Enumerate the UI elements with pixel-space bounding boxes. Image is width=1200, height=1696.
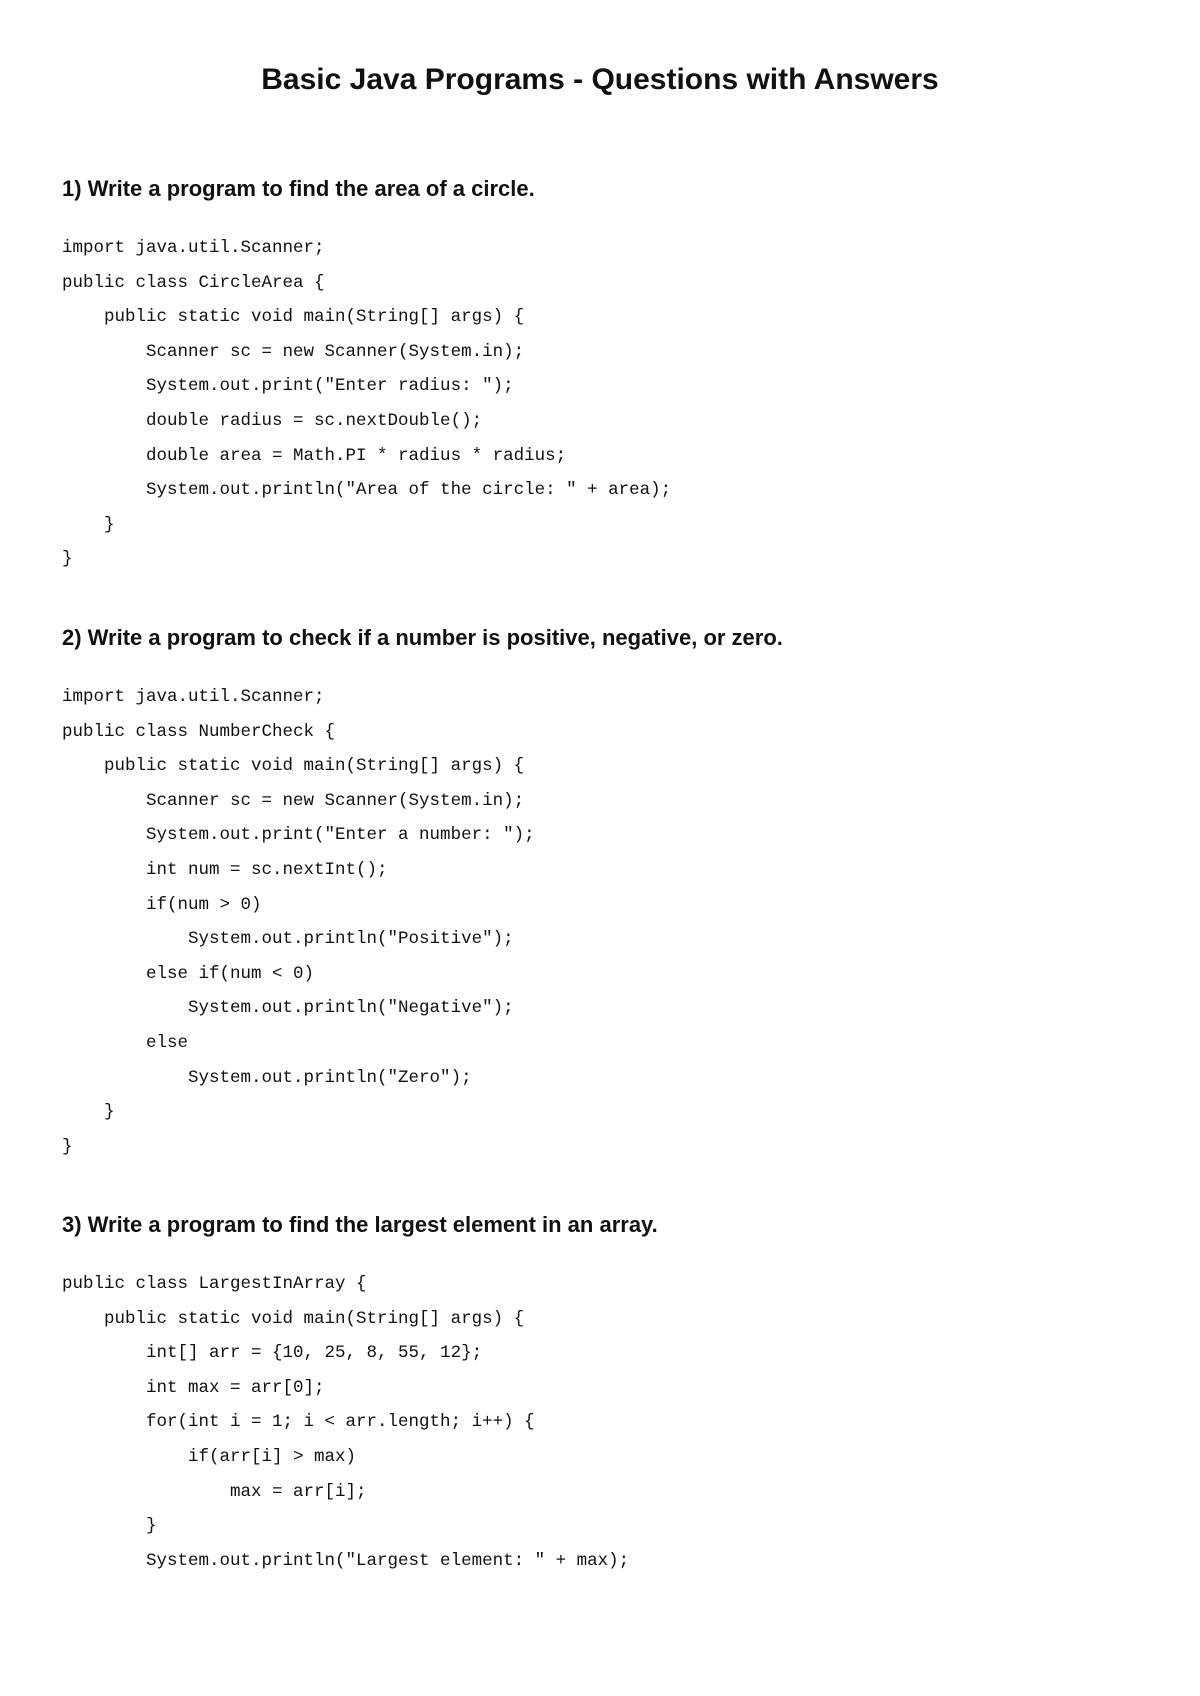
code-line: System.out.println("Largest element: " + max);: [62, 1550, 630, 1571]
code-line: public class NumberCheck {: [62, 721, 336, 742]
code-line: Scanner sc = new Scanner(System.in);: [62, 790, 525, 811]
code-line: }: [62, 1136, 73, 1157]
code-line: public static void main(String[] args) {: [62, 1308, 525, 1329]
code-line: if(num > 0): [62, 894, 262, 915]
code-line: public class LargestInArray {: [62, 1274, 367, 1294]
code-line: }: [62, 514, 115, 535]
question-heading: 2) Write a program to check if a number is positive, negative, or zero.: [62, 625, 783, 650]
code-line: }: [62, 1102, 115, 1123]
code-block: [62, 231, 1142, 577]
code-block: [62, 1267, 1142, 1578]
code-line: for(int i = 1; i < arr.length; i++) {: [62, 1412, 535, 1433]
code-line: public static void main(String[] args) {: [62, 756, 525, 777]
code-line: System.out.print("Enter a number: ");: [62, 825, 535, 846]
question-heading: 1) Write a program to find the area of a circle.: [62, 176, 535, 201]
question-heading: 3) Write a program to find the largest element in an array.: [62, 1212, 658, 1237]
code-line: System.out.println("Negative");: [62, 998, 514, 1019]
document-title: Basic Java Programs - Questions with Answers: [261, 63, 939, 96]
code-line: System.out.print("Enter radius: ");: [62, 376, 514, 397]
code-line: import java.util.Scanner;: [62, 238, 325, 258]
code-line: System.out.println("Area of the circle: " + area);: [62, 480, 672, 501]
code-line: int num = sc.nextInt();: [62, 859, 388, 880]
code-line: else: [62, 1032, 189, 1053]
code-line: max = arr[i];: [62, 1481, 367, 1502]
code-line: int[] arr = {10, 25, 8, 55, 12};: [62, 1343, 483, 1364]
question-section-2: [62, 624, 1142, 1164]
code-line: int max = arr[0];: [62, 1377, 325, 1398]
code-line: }: [62, 1516, 157, 1537]
code-line: public static void main(String[] args) {: [62, 307, 525, 328]
code-line: import java.util.Scanner;: [62, 687, 325, 707]
code-line: public class CircleArea {: [62, 272, 325, 293]
code-line: Scanner sc = new Scanner(System.in);: [62, 341, 525, 362]
code-line: }: [62, 549, 73, 570]
code-line: System.out.println("Zero");: [62, 1067, 472, 1088]
code-line: System.out.println("Positive");: [62, 929, 514, 950]
code-line: double radius = sc.nextDouble();: [62, 410, 483, 431]
code-line: double area = Math.PI * radius * radius;: [62, 445, 567, 466]
question-section-1: [62, 175, 1142, 577]
question-section-3: [62, 1211, 1142, 1578]
code-block: [62, 680, 1142, 1164]
code-line: if(arr[i] > max): [62, 1446, 357, 1467]
code-line: else if(num < 0): [62, 963, 315, 984]
